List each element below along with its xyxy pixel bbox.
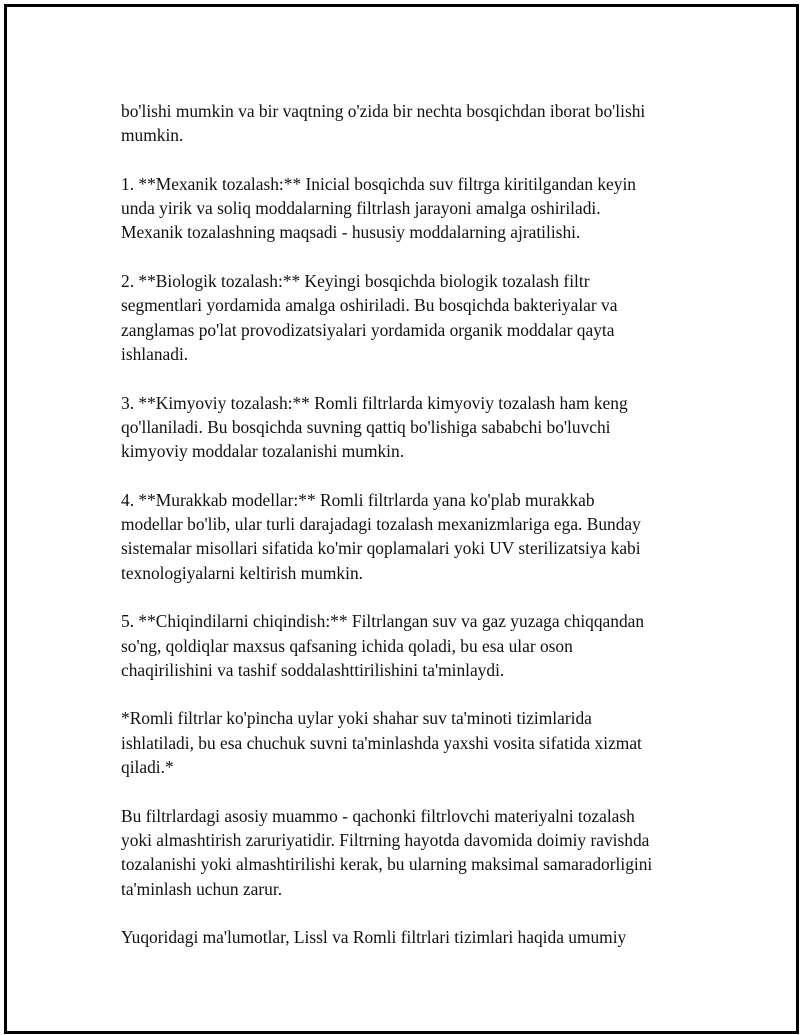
paragraph-summary: Yuqoridagi ma'lumotlar, Lissl va Romli filtrlari tizimlari haqida umumiy bbox=[121, 927, 627, 948]
paragraph-kimyoviy-tozalash: 3. **Kimyoviy tozalash:** Romli filtrlarda kimyoviy tozalash ham keng qo'llaniladi. Bu bosqichda suvning qattiq bo'lishiga sababchi bo'luvchi kimyoviy moddalar tozalanishi mumkin. bbox=[121, 392, 628, 462]
paragraph-asosiy-muammo: Bu filtrlardagi asosiy muammo - qachonki filtrlovchi materiyalni tozalash yoki almashtirish zaruriyatidir. Filtrning hayotda davomida doimiy ravishda tozalanishi yoki almashtirilishi kerak, bu ularning maksimal samaradorligini ta'minlash uchun zarur. bbox=[121, 805, 653, 899]
paragraph-continuation: bo'lishi mumkin va bir vaqtning o'zida bir nechta bosqichdan iborat bo'lishi mumkin. bbox=[121, 101, 646, 146]
paragraph-murakkab-modellar: 4. **Murakkab modellar:** Romli filtrlarda yana ko'plab murakkab modellar bo'lib, ular turli darajadagi tozalash mexanizmlariga ega. Bunday sistemalar misollari sifatida ko'mir qoplamalari yoki UV sterilizatsiya kabi texnologiyalarni keltirish mumkin. bbox=[121, 489, 641, 583]
page-content bbox=[121, 99, 701, 974]
paragraph-chiqindilarni-chiqindish: 5. **Chiqindilarni chiqindish:** Filtrlangan suv va gaz yuzaga chiqqandan so'ng, qoldiqlar maxsus qafsaning ichida qoladi, bu esa ular oson chaqirilishini va tashif soddalashttirilishini ta'minlaydi. bbox=[121, 611, 645, 680]
page-frame bbox=[4, 4, 799, 1034]
paragraph-romli-filtrlar-note: *Romli filtrlar ko'pincha uylar yoki shahar suv ta'minoti tizimlarida ishlatiladi, bu esa chuchuk suvni ta'minlashda yaxshi vosita sifatida xizmat qiladi.* bbox=[121, 708, 642, 778]
paragraph-mexanik-tozalash: 1. **Mexanik tozalash:** Inicial bosqichda suv filtrga kiritilgandan keyin unda yirik va soliq moddalarning filtrlash jarayoni amalga oshiriladi. Mexanik tozalashning maqsadi - hususiy moddalarning ajratilishi. bbox=[121, 173, 637, 243]
paragraph-biologik-tozalash: 2. **Biologik tozalash:** Keyingi bosqichda biologik tozalash filtr segmentlari yordamida amalga oshiriladi. Bu bosqichda bakteriyalar va zanglamas po'lat provodizatsiyalari yordamida organik moddalar qayta ishlanadi. bbox=[121, 271, 618, 364]
